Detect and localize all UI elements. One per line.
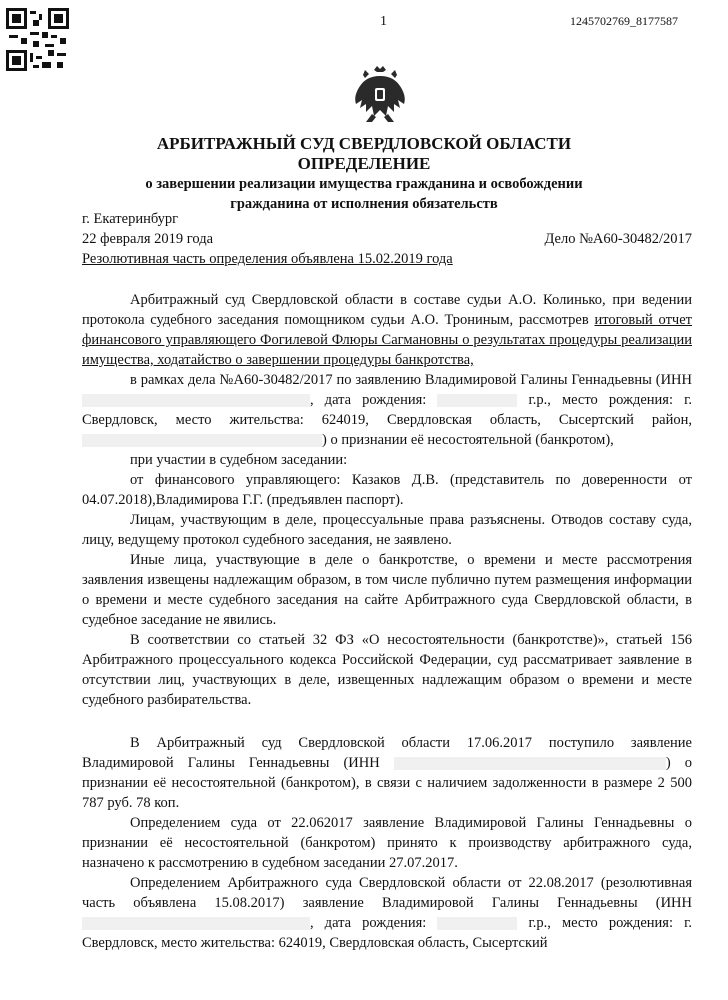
qr-code-icon	[6, 8, 69, 71]
redacted-inn	[82, 394, 310, 407]
document-type: ОПРЕДЕЛЕНИЕ	[297, 154, 431, 173]
paragraph-attendees: от финансового управляющего: Казаков Д.В. (представитель по доверенности от 04.07.2018),Владимирова Г.Г. (предъявлен паспорт).	[82, 472, 692, 508]
paragraph-intro: Арбитражный суд Свердловской области в составе судьи А.О. Колинько, при ведении протокола судебного заседания помощником судьи А.О. Трониным, рассмотрев итоговый отчет финансового управляющего Фогилевой Флюры Сагмановны о результатах процедуры реализации имущества, ходатайство о завершении процедуры банкротства,	[82, 292, 692, 368]
case-number: Дело №А60-30482/2017	[544, 231, 692, 247]
decision-date: 22 февраля 2019 года	[82, 231, 214, 247]
page-number: 1	[380, 14, 387, 29]
paragraph-rights: Лицам, участвующим в деле, процессуальные права разъяснены. Отводов составу суда, лицу, ведущему протокол судебного заседания, не заявлено.	[82, 512, 692, 548]
paragraph-participation: при участии в судебном заседании:	[130, 452, 348, 468]
redacted-address	[82, 434, 322, 447]
redacted-birthdate	[437, 917, 517, 930]
paragraph-notice: Иные лица, участвующие в деле о банкротстве, о времени и месте рассмотрения заявления извещены надлежащим образом, в том числе публично путем размещения информации о времени и месте судебного заседания на сайте Арбитражного суда Свердловской области, в судебное заседание не явились.	[82, 552, 692, 628]
paragraph-application: В Арбитражный суд Свердловской области 17.06.2017 поступило заявление Владимировой Галины Геннадьевны (ИНН ) о признании её несостоятельной (банкротом), в связи с наличием задолженности в размере 2 500 787 руб. 78 коп.	[82, 735, 692, 811]
document-id: 1245702769_8177587	[570, 14, 678, 28]
resolution-note: Резолютивная часть определения объявлена 15.02.2019 года	[82, 251, 453, 267]
court-name: АРБИТРАЖНЫЙ СУД СВЕРДЛОВСКОЙ ОБЛАСТИ	[156, 134, 572, 153]
redacted-inn	[82, 917, 310, 930]
city: г. Екатеринбург	[82, 211, 179, 227]
paragraph-determination: Определением Арбитражного суда Свердловской области от 22.08.2017 (резолютивная часть объявлена 15.08.2017) заявление Владимировой Галины Геннадьевны (ИНН , дата рождения: г.р., место рождения: г. Свердловск, место жительства: 624019, Свердловская область, Сысертский	[82, 875, 692, 951]
paragraph-law: В соответствии со статьей 32 ФЗ «О несостоятельности (банкротстве)», статьей 156 Арбитражного процессуального кодекса Российской Федерации, суд рассматривает заявление в отсутствии лиц, участвующих в деле, извещенных надлежащим образом о времени и месте судебного разбирательства.	[82, 632, 692, 708]
redacted-birthdate	[437, 394, 517, 407]
double-headed-eagle-emblem-icon	[352, 64, 408, 126]
document-subject: о завершении реализации имущества гражданина и освобождении гражданина от исполнения обязательств	[145, 176, 583, 212]
redacted-inn	[394, 757, 666, 770]
paragraph-case: в рамках дела №А60-30482/2017 по заявлению Владимировой Галины Геннадьевны (ИНН , дата рождения: г.р., место рождения: г. Свердловск, место жительства: 624019, Свердловская область, Сысертский район, ) о признании её несостоятельной (банкротом),	[82, 372, 692, 448]
paragraph-acceptance: Определением суда от 22.062017 заявление Владимировой Галины Геннадьевны о признании её несостоятельной (банкротом) принято к производству арбитражного суда, назначено к рассмотрению в судебном заседании 27.07.2017.	[82, 815, 692, 871]
